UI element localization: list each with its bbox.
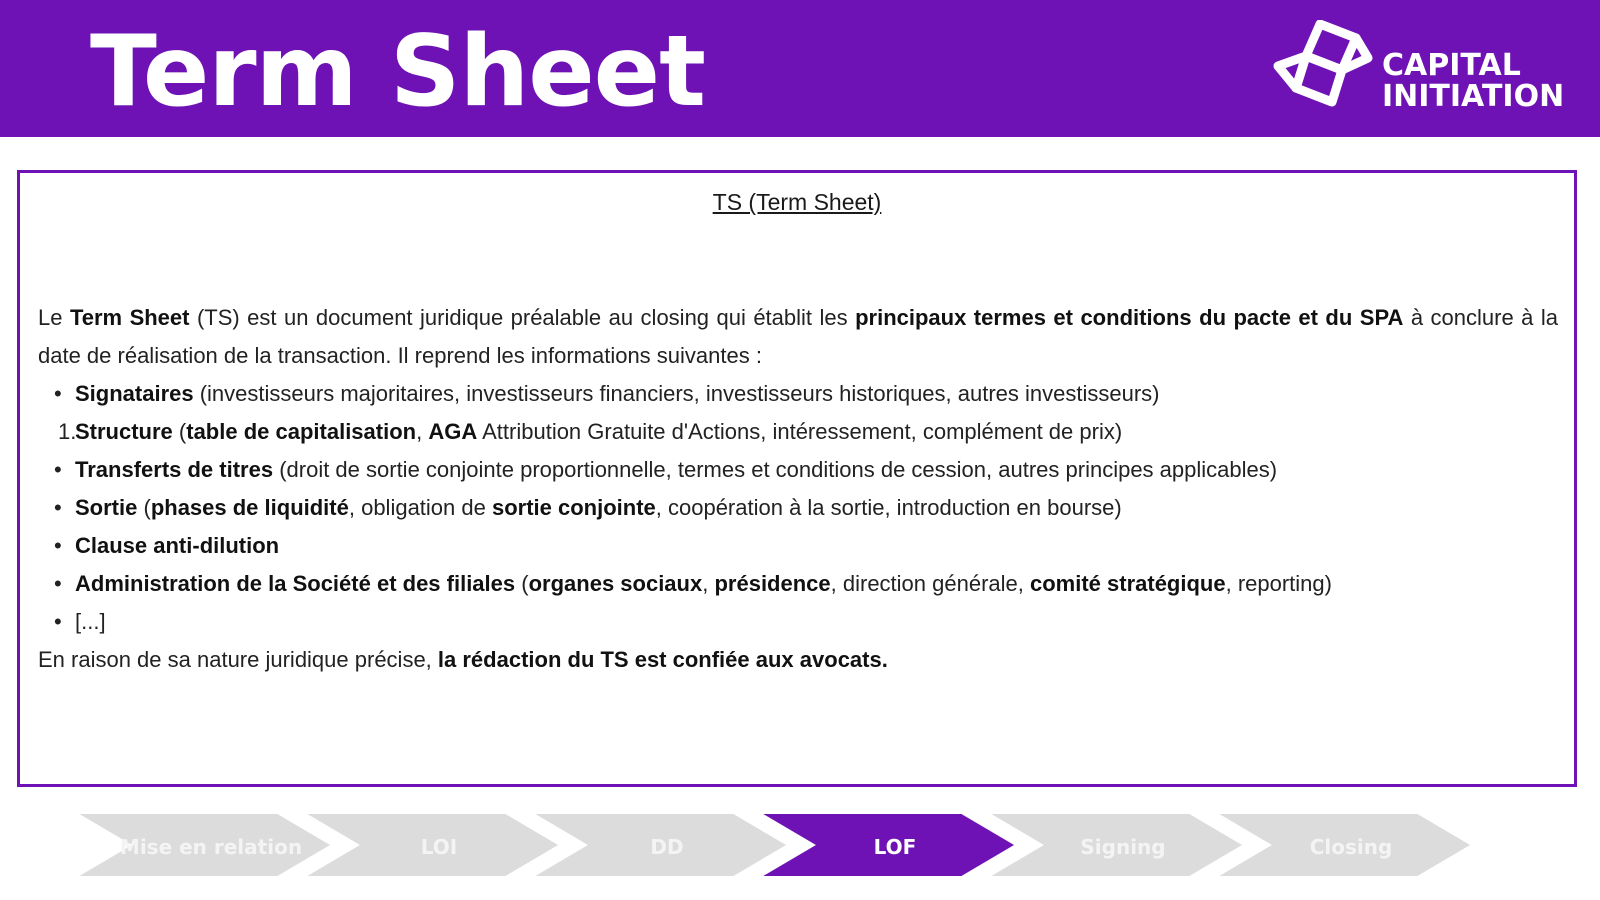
step-label-dd: DD <box>650 835 684 859</box>
item-bold: Sortie <box>75 495 138 520</box>
process-stepper <box>72 812 1532 882</box>
bullet-marker: • <box>54 495 62 520</box>
item-text: , <box>702 571 715 596</box>
brand-name <box>1382 50 1564 112</box>
list-item-structure <box>38 413 1558 451</box>
item-bold: table de capitalisation <box>186 419 417 444</box>
step-label-closing: Closing <box>1309 835 1393 859</box>
outro-bold: la rédaction du TS est confiée aux avocats. <box>437 647 888 672</box>
item-text: , coopération à la sortie, introduction en bourse) <box>655 495 1122 520</box>
item-bold: Administration de la Société et des filiales <box>75 571 516 596</box>
item-text: [...] <box>75 609 106 634</box>
intro-text-1: Le <box>38 305 70 330</box>
bullet-marker: • <box>54 457 62 482</box>
list-item-anti-dilution <box>38 527 1558 565</box>
list-item-signataires <box>38 375 1558 413</box>
item-bold: Signataires <box>75 381 194 406</box>
brand-line-1: CAPITAL <box>1382 48 1521 83</box>
item-text: Attribution Gratuite d'Actions, intéressement, complément de prix) <box>477 419 1123 444</box>
item-bold: comité stratégique <box>1029 571 1226 596</box>
intro-text-2: (TS) est un document juridique préalable au closing qui établit les <box>189 305 856 330</box>
step-label-lof: LOF <box>873 835 917 859</box>
list-item-administration <box>38 565 1558 603</box>
item-bold: organes sociaux <box>528 571 703 596</box>
item-bold: sortie conjointe <box>491 495 656 520</box>
item-text: ( <box>172 419 187 444</box>
outro-text: En raison de sa nature juridique précise, <box>38 647 438 672</box>
number-marker: 1. <box>58 419 77 444</box>
item-bold: présidence <box>714 571 831 596</box>
item-bold: Structure <box>75 419 173 444</box>
item-text: (investisseurs majoritaires, investisseurs financiers, investisseurs historiques, autres investisseurs) <box>193 381 1160 406</box>
intro-paragraph <box>38 299 1558 375</box>
item-bold: Clause anti-dilution <box>75 533 280 558</box>
list-item-ellipsis <box>38 603 1558 641</box>
brand-logo <box>1270 20 1590 116</box>
list-item-sortie <box>38 489 1558 527</box>
header-bar <box>0 0 1600 137</box>
outro-paragraph <box>38 641 1558 679</box>
bullet-marker: • <box>54 571 62 596</box>
brand-line-2: INITIATION <box>1382 79 1565 114</box>
step-label-signing: Signing <box>1080 835 1166 859</box>
terms-list <box>38 375 1558 641</box>
item-text: ( <box>515 571 529 596</box>
item-text: , reporting) <box>1225 571 1332 596</box>
item-text: ( <box>137 495 151 520</box>
item-text: , <box>416 419 429 444</box>
page-title: Term Sheet <box>90 15 705 129</box>
bullet-marker: • <box>54 609 62 634</box>
item-text: , direction générale, <box>830 571 1030 596</box>
item-bold: AGA <box>428 419 478 444</box>
intro-bold-2: principaux termes et conditions du pacte et du SPA <box>855 305 1404 330</box>
cube-logo-icon <box>1270 20 1374 112</box>
list-item-transferts <box>38 451 1558 489</box>
item-bold: phases de liquidité <box>150 495 349 520</box>
step-label-loi: LOI <box>420 835 458 859</box>
step-label-mise-en-relation: Mise en relation <box>119 835 303 859</box>
intro-bold-1: Term Sheet <box>69 305 190 330</box>
item-text: (droit de sortie conjointe proportionnelle, termes et conditions de cession, autres principes applicables) <box>273 457 1278 482</box>
item-bold: Transferts de titres <box>75 457 274 482</box>
bullet-marker: • <box>54 381 62 406</box>
intro-text-3: à conclure à la date de réalisation de la transaction. Il reprend les informations suivantes : <box>38 305 1559 368</box>
bullet-marker: • <box>54 533 62 558</box>
content-panel <box>17 170 1577 787</box>
section-heading: TS (Term Sheet) <box>712 189 882 215</box>
body-text <box>38 299 1558 679</box>
item-text: , obligation de <box>348 495 492 520</box>
